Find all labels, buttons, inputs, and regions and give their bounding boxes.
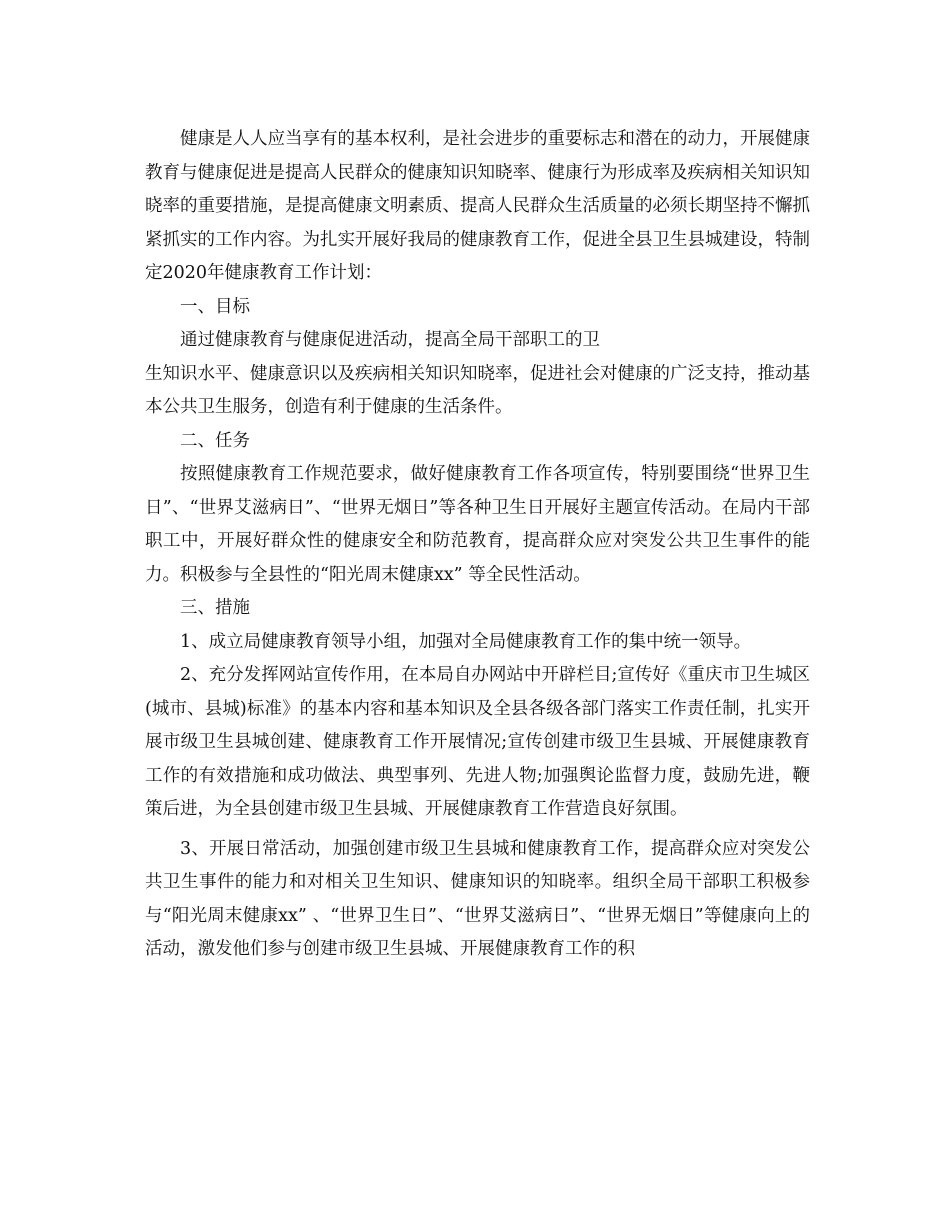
measure-item-2: 2、充分发挥网站宣传作用，在本局自办网站中开辟栏目;宣传好《重庆市卫生城区(城市、县城)标准》的基本内容和基本知识及全县各级各部门落实工作责任制，扎实开展市级卫生县城创建、健康教育工作开展情况;宣传创建市级卫生县城、开展健康教育工作的有效措施和成功做法、典型事列、先进人物;加强舆论监督力度，鼓励先进，鞭策后进，为全县创建市级卫生县城、开展健康教育工作营造良好氛围。 <box>145 665 810 819</box>
tasks-paragraph: 按照健康教育工作规范要求，做好健康教育工作各项宣传，特别要围绕“世界卫生日”、“世界艾滋病日”、“世界无烟日”等各种卫生日开展好主题宣传活动。在局内干部职工中，开展好群众性的健康安全和防范教育，提高群众应对突发公共卫生事件的能力。积极参与全县性的“阳光周末健康xx” 等全民性活动。 <box>145 464 810 585</box>
measure-item-1: 1、成立局健康教育领导小组，加强对全局健康教育工作的集中统一领导。 <box>180 631 752 652</box>
measure-item-3: 3、开展日常活动，加强创建市级卫生县城和健康教育工作，提高群众应对突发公共卫生事件的能力和对相关卫生知识、健康知识的知晓率。组织全局干部职工积极参与“阳光周末健康xx” 、“世界卫生日”、“世界艾滋病日”、“世界无烟日”等健康向上的活动，激发他们参与创建市级卫生县城、开展健康教育工作的积 <box>145 838 810 959</box>
section-heading-measures: 三、措施 <box>180 598 250 618</box>
section-heading-goal: 一、目标 <box>180 296 250 317</box>
section-heading-tasks: 二、任务 <box>180 430 250 451</box>
goal-paragraph-start: 通过健康教育与健康促进活动，提高全局干部职工的卫 <box>180 330 600 350</box>
goal-paragraph-continued: 生知识水平、健康意识以及疾病相关知识知晓率，促进社会对健康的广泛支持，推动基本公共卫生服务，创造有利于健康的生活条件。 <box>145 363 810 417</box>
document-body <box>145 123 810 967</box>
intro-paragraph: 健康是人人应当享有的基本权利，是社会进步的重要标志和潜在的动力，开展健康教育与健康促进是提高人民群众的健康知识知晓率、健康行为形成率及疾病相关知识知晓率的重要措施，是提高健康文明素质、提高人民群众生活质量的必须长期坚持不懈抓紧抓实的工作内容。为扎实开展好我局的健康教育工作，促进全县卫生县城建设，特制定2020年健康教育工作计划： <box>145 129 810 283</box>
